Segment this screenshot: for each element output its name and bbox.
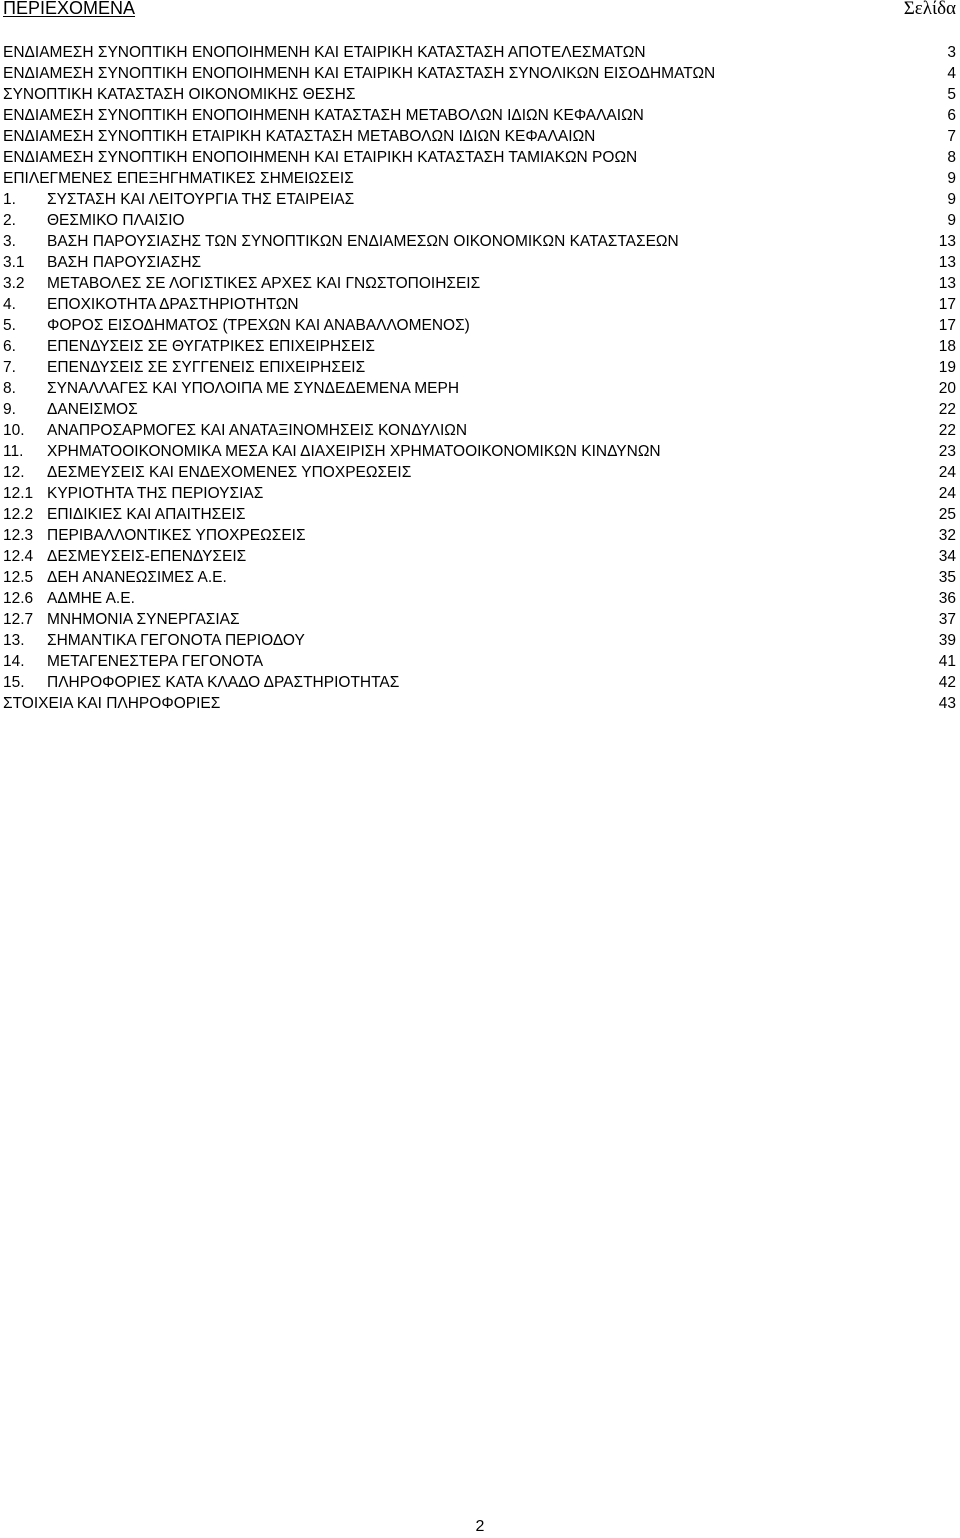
- toc-entry-title: ΒΑΣΗ ΠΑΡΟΥΣΙΑΣΗΣ: [47, 254, 202, 271]
- toc-entry-number: 12.4: [3, 548, 34, 565]
- toc-entry: [3, 63, 956, 84]
- toc-entry: [3, 357, 956, 378]
- toc-entry: [3, 294, 956, 315]
- toc-entry: [3, 84, 956, 105]
- toc-entry-title: ΦΟΡΟΣ ΕΙΣΟΔΗΜΑΤΟΣ (ΤΡΕΧΩΝ ΚΑΙ ΑΝΑΒΑΛΛΟΜΕΝΟΣ): [47, 317, 470, 334]
- toc-entry: [3, 525, 956, 546]
- toc-entry: [3, 210, 956, 231]
- toc-entry-page: 32: [938, 527, 956, 544]
- toc-entry-title: ΕΝΔΙΑΜΕΣΗ ΣΥΝΟΠΤΙΚΗ ΕΝΟΠΟΙΗΜΕΝΗ ΚΑΙ ΕΤΑΙΡΙΚΗ ΚΑΤΑΣΤΑΣΗ ΣΥΝΟΛΙΚΩΝ ΕΙΣΟΔΗΜΑΤΩΝ: [3, 65, 716, 82]
- toc-entry-page: 17: [938, 296, 956, 313]
- toc-entry-page: 5: [947, 86, 956, 103]
- toc-entry-page: 24: [938, 464, 956, 481]
- toc-entry-number: 10.: [3, 422, 25, 439]
- toc-entry-number: 7.: [3, 359, 16, 376]
- toc-entry-page: 36: [938, 590, 956, 607]
- toc-entry-page: 9: [947, 212, 956, 229]
- toc-entry: [3, 567, 956, 588]
- toc-entry-title: ΕΠΟΧΙΚΟΤΗΤΑ ΔΡΑΣΤΗΡΙΟΤΗΤΩΝ: [47, 296, 299, 313]
- toc-entry-number: 12.1: [3, 485, 34, 502]
- toc-entry-number: 3.: [3, 233, 16, 250]
- toc-entry: [3, 483, 956, 504]
- toc-entry-page: 39: [938, 632, 956, 649]
- toc-entry-number: 8.: [3, 380, 16, 397]
- toc-entry: [3, 336, 956, 357]
- toc-entry: [3, 273, 956, 294]
- toc-entry: [3, 42, 956, 63]
- toc-entry-page: 43: [938, 695, 956, 712]
- toc-entry-page: 4: [947, 65, 956, 82]
- toc-entry-title: ΜΝΗΜΟΝΙΑ ΣΥΝΕΡΓΑΣΙΑΣ: [47, 611, 240, 628]
- toc-entry-page: 22: [938, 422, 956, 439]
- toc-entry: [3, 147, 956, 168]
- toc-entry: [3, 588, 956, 609]
- toc-entry-page: 8: [947, 149, 956, 166]
- toc-entry-title: ΔΕΣΜΕΥΣΕΙΣ-ΕΠΕΝΔΥΣΕΙΣ: [47, 548, 247, 565]
- toc-entry: [3, 609, 956, 630]
- toc-entry-title: ΣΗΜΑΝΤΙΚΑ ΓΕΓΟΝΟΤΑ ΠΕΡΙΟΔΟΥ: [47, 632, 305, 649]
- toc-entry-page: 34: [938, 548, 956, 565]
- toc-entry-title: ΘΕΣΜΙΚΟ ΠΛΑΙΣΙΟ: [47, 212, 185, 229]
- toc-entry: [3, 504, 956, 525]
- toc-entry-title: ΔΕΣΜΕΥΣΕΙΣ ΚΑΙ ΕΝΔΕΧΟΜΕΝΕΣ ΥΠΟΧΡΕΩΣΕΙΣ: [47, 464, 412, 481]
- toc-entry-page: 22: [938, 401, 956, 418]
- toc-entry-title: ΚΥΡΙΟΤΗΤΑ ΤΗΣ ΠΕΡΙΟΥΣΙΑΣ: [47, 485, 264, 502]
- toc-entry: [3, 126, 956, 147]
- toc-entry: [3, 168, 956, 189]
- toc-entry-page: 25: [938, 506, 956, 523]
- toc-entry: [3, 630, 956, 651]
- toc-entry-title: ΕΠΕΝΔΥΣΕΙΣ ΣΕ ΘΥΓΑΤΡΙΚΕΣ ΕΠΙΧΕΙΡΗΣΕΙΣ: [47, 338, 375, 355]
- toc-entry-number: 12.3: [3, 527, 34, 544]
- toc-entry-title: ΠΛΗΡΟΦΟΡΙΕΣ ΚΑΤΑ ΚΛΑΔΟ ΔΡΑΣΤΗΡΙΟΤΗΤΑΣ: [47, 674, 400, 691]
- toc-entry-number: 5.: [3, 317, 16, 334]
- toc-entry-title: ΕΝΔΙΑΜΕΣΗ ΣΥΝΟΠΤΙΚΗ ΕΝΟΠΟΙΗΜΕΝΗ ΚΑΤΑΣΤΑΣΗ ΜΕΤΑΒΟΛΩΝ ΙΔΙΩΝ ΚΕΦΑΛΑΙΩΝ: [3, 107, 644, 124]
- toc-entry: [3, 462, 956, 483]
- toc-entry-number: 12.5: [3, 569, 34, 586]
- toc-entry-number: 13.: [3, 632, 25, 649]
- toc-entry-page: 23: [938, 443, 956, 460]
- toc-entry-title: ΣΤΟΙΧΕΙΑ ΚΑΙ ΠΛΗΡΟΦΟΡΙΕΣ: [3, 695, 221, 712]
- toc-entry-page: 20: [938, 380, 956, 397]
- toc-entry-page: 7: [947, 128, 956, 145]
- toc-entry-title: ΔΑΝΕΙΣΜΟΣ: [47, 401, 138, 418]
- toc-entry-number: 4.: [3, 296, 16, 313]
- toc-entry-page: 24: [938, 485, 956, 502]
- toc-entry-number: 14.: [3, 653, 25, 670]
- toc-entry-page: 37: [938, 611, 956, 628]
- toc-entry: [3, 693, 956, 714]
- toc-entry-title: ΑΝΑΠΡΟΣΑΡΜΟΓΕΣ ΚΑΙ ΑΝΑΤΑΞΙΝΟΜΗΣΕΙΣ ΚΟΝΔΥΛΙΩΝ: [47, 422, 468, 439]
- toc-entry-title: ΣΥΝΑΛΛΑΓΕΣ ΚΑΙ ΥΠΟΛΟΙΠΑ ΜΕ ΣΥΝΔΕΔΕΜΕΝΑ ΜΕΡΗ: [47, 380, 460, 397]
- toc-entry: [3, 105, 956, 126]
- page-number: 2: [475, 1518, 485, 1535]
- toc-entry-title: ΕΝΔΙΑΜΕΣΗ ΣΥΝΟΠΤΙΚΗ ΕΝΟΠΟΙΗΜΕΝΗ ΚΑΙ ΕΤΑΙΡΙΚΗ ΚΑΤΑΣΤΑΣΗ ΑΠΟΤΕΛΕΣΜΑΤΩΝ: [3, 44, 646, 61]
- toc-entry-number: 1.: [3, 191, 16, 208]
- toc-entry: [3, 189, 956, 210]
- toc-entry-number: 12.6: [3, 590, 34, 607]
- toc-entry-title: ΑΔΜΗΕ Α.Ε.: [47, 590, 135, 607]
- toc-entry-number: 6.: [3, 338, 16, 355]
- toc-entry-page: 6: [947, 107, 956, 124]
- toc-header: [3, 0, 956, 24]
- toc-entry-page: 41: [938, 653, 956, 670]
- toc-entry-page: 9: [947, 170, 956, 187]
- toc-heading: ΠΕΡΙΕΧΟΜΕΝΑ: [3, 0, 136, 18]
- toc-entry-title: ΜΕΤΑΓΕΝΕΣΤΕΡΑ ΓΕΓΟΝΟΤΑ: [47, 653, 264, 670]
- toc-entry-title: ΧΡΗΜΑΤΟΟΙΚΟΝΟΜΙΚΑ ΜΕΣΑ ΚΑΙ ΔΙΑΧΕΙΡΙΣΗ ΧΡΗΜΑΤΟΟΙΚΟΝΟΜΙΚΩΝ ΚΙΝΔΥΝΩΝ: [47, 443, 661, 460]
- toc-entry-title: ΣΥΣΤΑΣΗ ΚΑΙ ΛΕΙΤΟΥΡΓΙΑ ΤΗΣ ΕΤΑΙΡΕΙΑΣ: [47, 191, 355, 208]
- toc-entry: [3, 420, 956, 441]
- toc-entry-title: ΒΑΣΗ ΠΑΡΟΥΣΙΑΣΗΣ ΤΩΝ ΣΥΝΟΠΤΙΚΩΝ ΕΝΔΙΑΜΕΣΩΝ ΟΙΚΟΝΟΜΙΚΩΝ ΚΑΤΑΣΤΑΣΕΩΝ: [47, 233, 679, 250]
- toc-entry-title: ΕΠΙΔΙΚΙΕΣ ΚΑΙ ΑΠΑΙΤΗΣΕΙΣ: [47, 506, 246, 523]
- toc-entry-page: 42: [938, 674, 956, 691]
- toc-entry-title: ΕΠΙΛΕΓΜΕΝΕΣ ΕΠΕΞΗΓΗΜΑΤΙΚΕΣ ΣΗΜΕΙΩΣΕΙΣ: [3, 170, 354, 187]
- toc-entry-title: ΠΕΡΙΒΑΛΛΟΝΤΙΚΕΣ ΥΠΟΧΡΕΩΣΕΙΣ: [47, 527, 306, 544]
- toc-entry-number: 12.7: [3, 611, 34, 628]
- toc-entry-title: ΔΕΗ ΑΝΑΝΕΩΣΙΜΕΣ Α.Ε.: [47, 569, 227, 586]
- toc-entry-title: ΣΥΝΟΠΤΙΚΗ ΚΑΤΑΣΤΑΣΗ ΟΙΚΟΝΟΜΙΚΗΣ ΘΕΣΗΣ: [3, 86, 356, 103]
- toc-entry: [3, 651, 956, 672]
- toc-entry: [3, 231, 956, 252]
- toc-entry: [3, 441, 956, 462]
- toc-entry-number: 2.: [3, 212, 16, 229]
- toc-entry-page: 17: [938, 317, 956, 334]
- toc-entry-page: 9: [947, 191, 956, 208]
- toc-entry: [3, 378, 956, 399]
- table-of-contents: [3, 42, 956, 714]
- toc-entry-page: 18: [938, 338, 956, 355]
- toc-entry-number: 12.: [3, 464, 25, 481]
- toc-entry-number: 11.: [3, 443, 24, 460]
- toc-entry-number: 3.2: [3, 275, 25, 292]
- toc-entry-page: 13: [938, 254, 956, 271]
- toc-entry: [3, 315, 956, 336]
- toc-entry: [3, 672, 956, 693]
- toc-entry-page: 35: [938, 569, 956, 586]
- toc-entry-page: 19: [938, 359, 956, 376]
- toc-entry-number: 9.: [3, 401, 16, 418]
- toc-entry-page: 13: [938, 233, 956, 250]
- toc-entry-title: ΕΝΔΙΑΜΕΣΗ ΣΥΝΟΠΤΙΚΗ ΕΤΑΙΡΙΚΗ ΚΑΤΑΣΤΑΣΗ ΜΕΤΑΒΟΛΩΝ ΙΔΙΩΝ ΚΕΦΑΛΑΙΩΝ: [3, 128, 596, 145]
- toc-entry-page: 3: [947, 44, 956, 61]
- toc-entry: [3, 546, 956, 567]
- page-column-heading: Σελίδα: [903, 0, 956, 19]
- toc-entry: [3, 399, 956, 420]
- toc-entry-page: 13: [938, 275, 956, 292]
- toc-entry-number: 15.: [3, 674, 25, 691]
- toc-entry-title: ΜΕΤΑΒΟΛΕΣ ΣΕ ΛΟΓΙΣΤΙΚΕΣ ΑΡΧΕΣ ΚΑΙ ΓΝΩΣΤΟΠΟΙΗΣΕΙΣ: [47, 275, 481, 292]
- toc-entry-number: 3.1: [3, 254, 25, 271]
- toc-entry-title: ΕΝΔΙΑΜΕΣΗ ΣΥΝΟΠΤΙΚΗ ΕΝΟΠΟΙΗΜΕΝΗ ΚΑΙ ΕΤΑΙΡΙΚΗ ΚΑΤΑΣΤΑΣΗ ΤΑΜΙΑΚΩΝ ΡΟΩΝ: [3, 149, 638, 166]
- toc-entry-title: ΕΠΕΝΔΥΣΕΙΣ ΣΕ ΣΥΓΓΕΝΕΙΣ ΕΠΙΧΕΙΡΗΣΕΙΣ: [47, 359, 366, 376]
- toc-entry-number: 12.2: [3, 506, 34, 523]
- toc-entry: [3, 252, 956, 273]
